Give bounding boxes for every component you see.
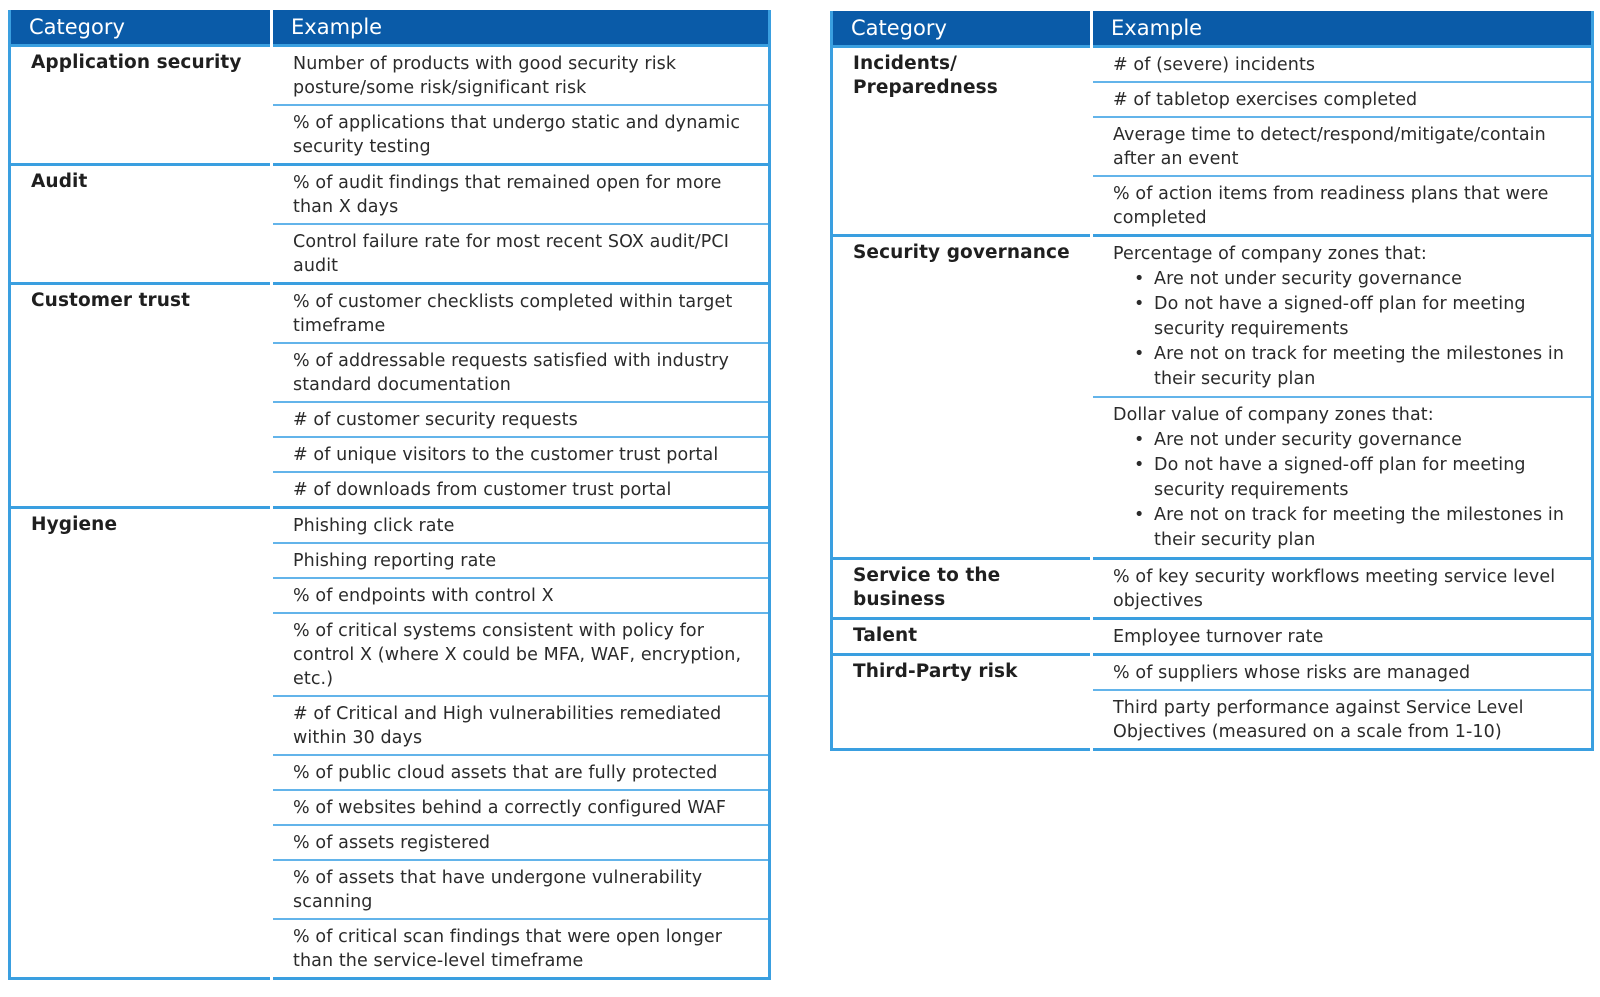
example-cell: Control failure rate for most recent SOX audit/PCI audit	[272, 224, 770, 284]
table-row	[10, 164, 770, 224]
example-cell: Employee turnover rate	[1092, 618, 1593, 654]
example-cell: % of assets registered	[272, 825, 770, 860]
category-cell: Application security	[10, 45, 272, 164]
table-header-row	[832, 11, 1593, 46]
bullet-item: • Are not on track for meeting the milestones in their security plan	[1154, 503, 1583, 553]
table-header-row	[10, 10, 770, 45]
example-intro: Percentage of company zones that:	[1113, 243, 1427, 264]
example-cell: % of customer checklists completed within target timeframe	[272, 283, 770, 343]
example-cell: % of action items from readiness plans that were completed	[1092, 176, 1593, 236]
example-cell: % of websites behind a correctly configured WAF	[272, 790, 770, 825]
example-cell: Phishing click rate	[272, 507, 770, 543]
bullet-item: • Are not under security governance	[1154, 267, 1583, 292]
example-cell	[1092, 235, 1593, 397]
example-cell: # of customer security requests	[272, 402, 770, 437]
category-cell: Hygiene	[10, 507, 272, 978]
category-cell: Customer trust	[10, 283, 272, 507]
example-cell: % of key security workflows meeting service level objectives	[1092, 558, 1593, 618]
example-cell: # of unique visitors to the customer trust portal	[272, 437, 770, 472]
example-cell: % of critical scan findings that were open longer than the service-level timeframe	[272, 919, 770, 979]
example-cell: % of public cloud assets that are fully protected	[272, 755, 770, 790]
table-row	[832, 654, 1593, 690]
bullet-item: • Do not have a signed-off plan for meeting security requirements	[1154, 292, 1583, 342]
example-cell: # of Critical and High vulnerabilities remediated within 30 days	[272, 696, 770, 755]
example-cell: % of endpoints with control X	[272, 578, 770, 613]
table-body	[832, 46, 1593, 749]
example-cell: % of audit findings that remained open for more than X days	[272, 164, 770, 224]
table-row	[832, 46, 1593, 82]
bullet-item: • Are not under security governance	[1154, 428, 1583, 453]
table-row	[832, 618, 1593, 654]
bullet-item: • Do not have a signed-off plan for meeting security requirements	[1154, 453, 1583, 503]
category-column-header: Category	[832, 11, 1092, 46]
example-intro: Dollar value of company zones that:	[1113, 404, 1434, 425]
category-cell: Talent	[832, 618, 1092, 654]
table-row	[10, 283, 770, 343]
category-cell: Service to the business	[832, 558, 1092, 618]
category-cell: Security governance	[832, 235, 1092, 558]
category-cell: Third-Party risk	[832, 654, 1092, 749]
example-cell: Average time to detect/respond/mitigate/contain after an event	[1092, 117, 1593, 176]
example-column-header: Example	[272, 10, 770, 45]
table-row	[10, 45, 770, 105]
example-cell: # of downloads from customer trust portal	[272, 472, 770, 508]
example-cell: Third party performance against Service Level Objectives (measured on a scale from 1-10)	[1092, 690, 1593, 750]
example-cell: % of applications that undergo static and dynamic security testing	[272, 105, 770, 165]
category-cell: Audit	[10, 164, 272, 283]
bullet-item: • Are not on track for meeting the milestones in their security plan	[1154, 342, 1583, 392]
bullet-list	[1113, 267, 1583, 392]
example-cell: % of suppliers whose risks are managed	[1092, 654, 1593, 690]
table-row	[832, 235, 1593, 397]
table-body	[10, 45, 770, 978]
category-cell: Incidents/ Preparedness	[832, 46, 1092, 235]
metrics-table-right	[830, 11, 1594, 751]
example-cell	[1092, 397, 1593, 559]
table-row	[832, 558, 1593, 618]
example-cell: % of assets that have undergone vulnerability scanning	[272, 860, 770, 919]
example-cell: % of critical systems consistent with policy for control X (where X could be MFA, WAF, encryption, etc.)	[272, 613, 770, 696]
example-cell: # of tabletop exercises completed	[1092, 82, 1593, 117]
category-column-header: Category	[10, 10, 272, 45]
example-cell: Phishing reporting rate	[272, 543, 770, 578]
example-cell: # of (severe) incidents	[1092, 46, 1593, 82]
example-cell: Number of products with good security risk posture/some risk/significant risk	[272, 45, 770, 105]
bullet-list	[1113, 428, 1583, 553]
table-row	[10, 507, 770, 543]
metrics-table-left	[8, 10, 771, 980]
example-column-header: Example	[1092, 11, 1593, 46]
example-cell: % of addressable requests satisfied with industry standard documentation	[272, 343, 770, 402]
